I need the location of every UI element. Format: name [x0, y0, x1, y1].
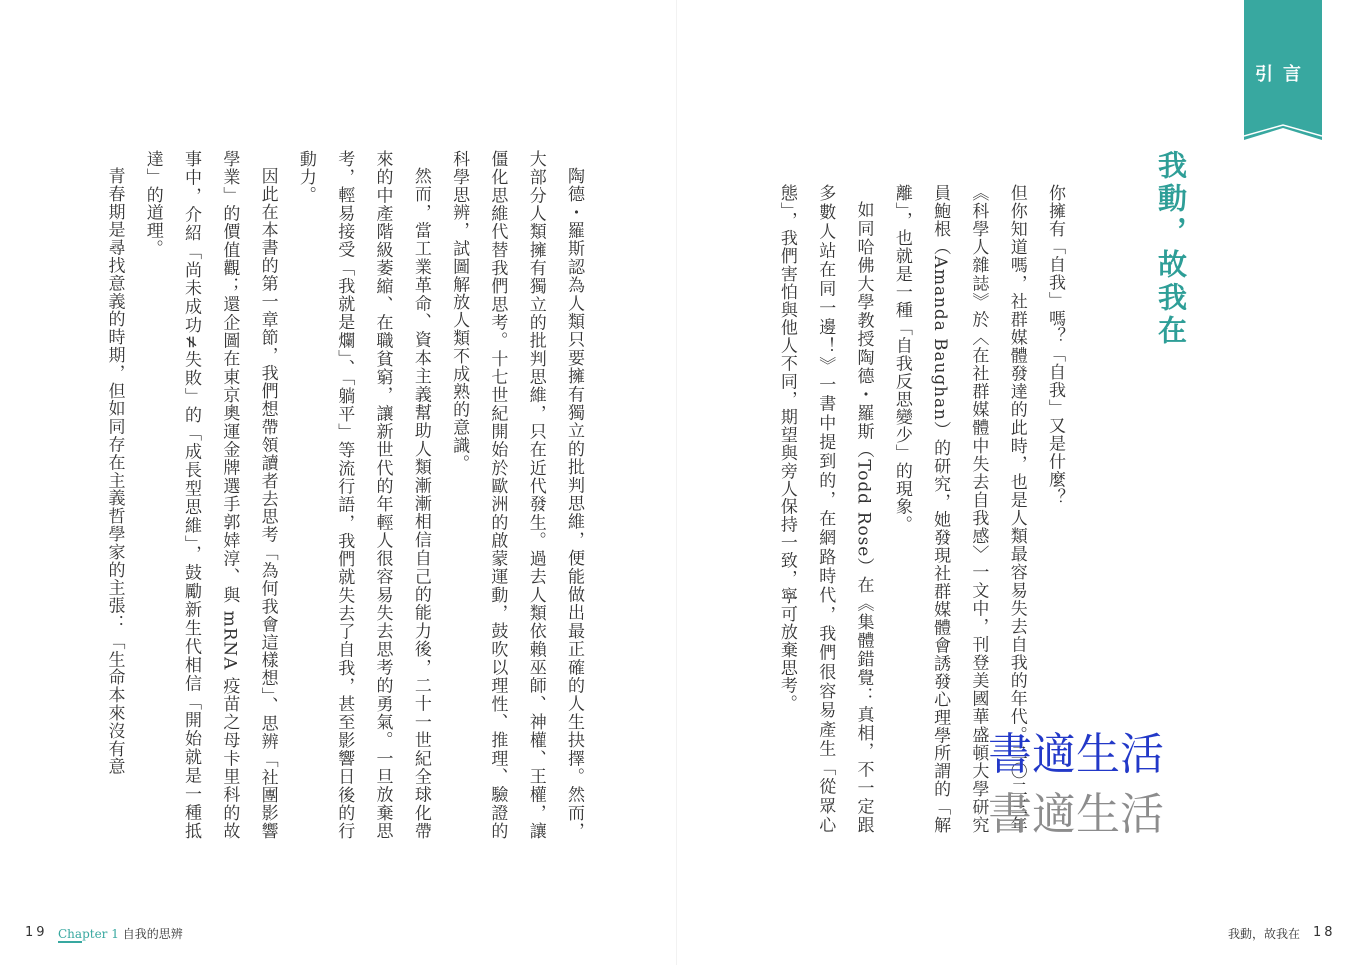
paragraph: 但你知道嗎，社群媒體發達的此時，也是人類最容易失去自我的年代。二〇二三年《科學人雜誌》於〈在社群媒體中失去自我感〉一文中，刊登美國華盛頓大學研究員鮑根（Amanda Baughan）的研究，她發現社群媒體會誘發心理學所謂的「解離」，也就是一種「自我反思變少」的現象。: [891, 184, 1027, 834]
right-page-number: 18: [1313, 925, 1336, 940]
page-title: 我動，故我在: [1154, 150, 1188, 348]
paragraph: 青春期是尋找意義的時期，但如同存在主義哲學家的主張：「生命本來沒有意: [104, 167, 125, 776]
watermark-logo-blue: 書適生活: [988, 729, 1164, 780]
chapter-title: 自我的思辨: [122, 927, 183, 941]
page-gutter: [676, 0, 677, 965]
watermark-logo-gray: 書適生活: [988, 789, 1164, 840]
left-page-body: [95, 150, 593, 840]
paragraph: 然而，當工業革命、資本主義幫助人類漸漸相信自己的能力後，二十一世紀全球化帶來的中產階級萎縮、在職貧窮，讓新世代的年輕人很容易失去思考的勇氣。一旦放棄思考，輕易接受「我就是爛」、「躺平」等流行語，我們就失去了自我，甚至影響日後的行動力。: [295, 150, 431, 840]
right-running-title: 我動，故我在: [1228, 927, 1301, 941]
left-page-number: 19: [25, 925, 48, 940]
chapter-label-underline: [58, 941, 82, 943]
paragraph: 如同哈佛大學教授陶德・羅斯（Todd Rose）在《集體錯覺：真相，不一定跟多數人站在同一邊！》一書中提到的，在網路時代，我們很容易產生「從眾心態」，我們害怕與他人不同，期望與旁人保持一致，寧可放棄思考。: [776, 184, 874, 834]
left-chapter-label: [58, 925, 183, 942]
paragraph: 你擁有「自我」嗎？「自我」又是什麼？: [1045, 184, 1065, 507]
chapter-tab-label: 引言: [1255, 64, 1311, 85]
chapter-number: Chapter 1: [58, 927, 119, 941]
chapter-tab-notch-icon: [1244, 122, 1322, 140]
paragraph: 陶德・羅斯認為人類只要擁有獨立的批判思維，便能做出最正確的人生抉擇。然而，大部分人類擁有獨立的批判思維，只在近代發生。過去人類依賴巫師、神權、王權，讓僵化思維代替我們思考。十七世紀開始於歐洲的啟蒙運動，鼓吹以理性、推理、驗證的科學思辨，試圖解放人類不成熟的意識。: [449, 150, 584, 840]
paragraph: 因此在本書的第一章節，我們想帶領讀者去思考「為何我會這樣想」、思辨「社團影響學業」的價值觀；還企圖在東京奧運金牌選手郭婞淳、與 mRNA 疫苗之母卡里科的故事中，介紹「尚未成功≠失敗」的「成長型思維」，鼓勵新生代相信「開始就是一種抵達」的道理。: [142, 150, 278, 840]
